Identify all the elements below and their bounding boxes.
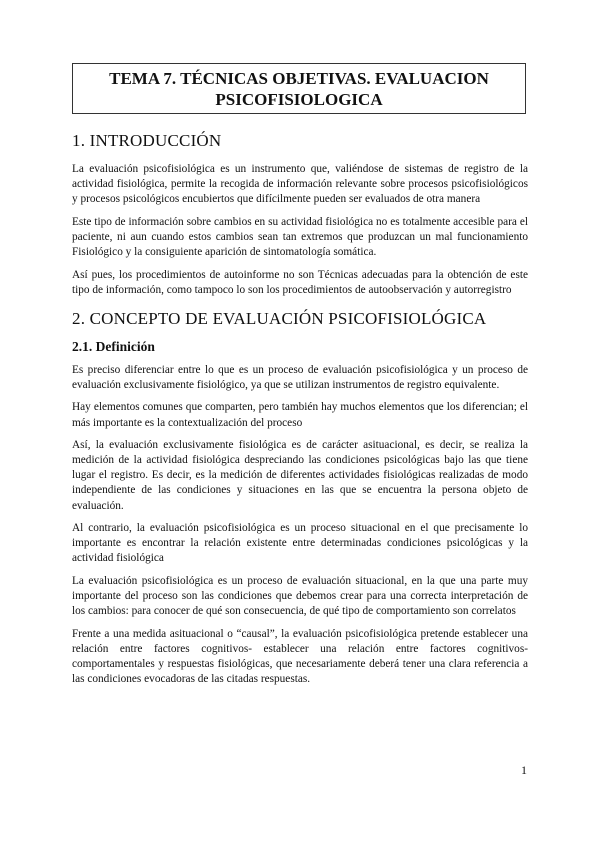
paragraph: La evaluación psicofisiológica es un instrumento que, valiéndose de sistemas de registro de la actividad fisiológica, permite la recogida de información relevante sobre procesos psicofisiológicos y procesos psicológicos encubiertos que difícilmente pueden ser evaluados de otra manera [72,163,528,206]
document-body [72,130,528,695]
paragraph: Así, la evaluación exclusivamente fisiológica es de carácter asituacional, es decir, se realiza la medición de la actividad fisiológica despreciando las condiciones psicológicas bajo las que tiene lugar el registro. Es decir, es la medición de diferentes actividades fisiológicas realizadas de modo independiente de las condiciones y situaciones en las que se encuentra la persona objeto de evaluación. [72,439,528,512]
page-number: 1 [521,763,527,777]
paragraph: Hay elementos comunes que comparten, pero también hay muchos elementos que los diferencian; el más importante es la contextualización del proceso [72,401,528,429]
subsection-heading-definicion: 2.1. Definición [72,338,155,354]
paragraph: Este tipo de información sobre cambios en su actividad fisiológica no es totalmente accesible para el paciente, ni aun cuando estos cambios sean tan extremos que produzcan un mal funcionamiento Fisiológico y la consiguiente aparición de sintomatología somática. [72,215,528,258]
section-heading-concepto: 2. CONCEPTO DE EVALUACIÓN PSICOFISIOLÓGICA [72,308,487,328]
document-title: TEMA 7. TÉCNICAS OBJETIVAS. EVALUACION PSICOFISIOLOGICA [72,63,526,114]
paragraph: La evaluación psicofisiológica es un proceso de evaluación situacional, en la que una parte muy importante del proceso son las condiciones que debemos crear para una correcta interpretación de los cambios: para conocer de qué son consecuencia, de qué tipo de comportamiento son correlatos [72,574,528,618]
paragraph: Es preciso diferenciar entre lo que es un proceso de evaluación psicofisiológica y un proceso de evaluación exclusivamente fisiológico, ya que se utilizan instrumentos de registro equivalente. [72,363,528,391]
paragraph: Al contrario, la evaluación psicofisiológica es un proceso situacional en el que precisamente lo importante es encontrar la relación existente entre determinadas condiciones psicológicas y la actividad fisiológica [72,522,528,565]
paragraph: Frente a una medida asituacional o “causal”, la evaluación psicofisiológica pretende establecer una relación entre factores cognitivos- establecer una relación entre factores cognitivos-comportamentales y respuestas fisiológicas, que necesariamente deberá tener una clara referencia a las condiciones evocadoras de las citadas respuestas. [72,627,528,685]
paragraph: Así pues, los procedimientos de autoinforme no son Técnicas adecuadas para la obtención de este tipo de información, como tampoco lo son los procedimientos de autoobservación y autorregistro [72,268,528,296]
section-heading-introduccion: 1. INTRODUCCIÓN [72,131,222,150]
